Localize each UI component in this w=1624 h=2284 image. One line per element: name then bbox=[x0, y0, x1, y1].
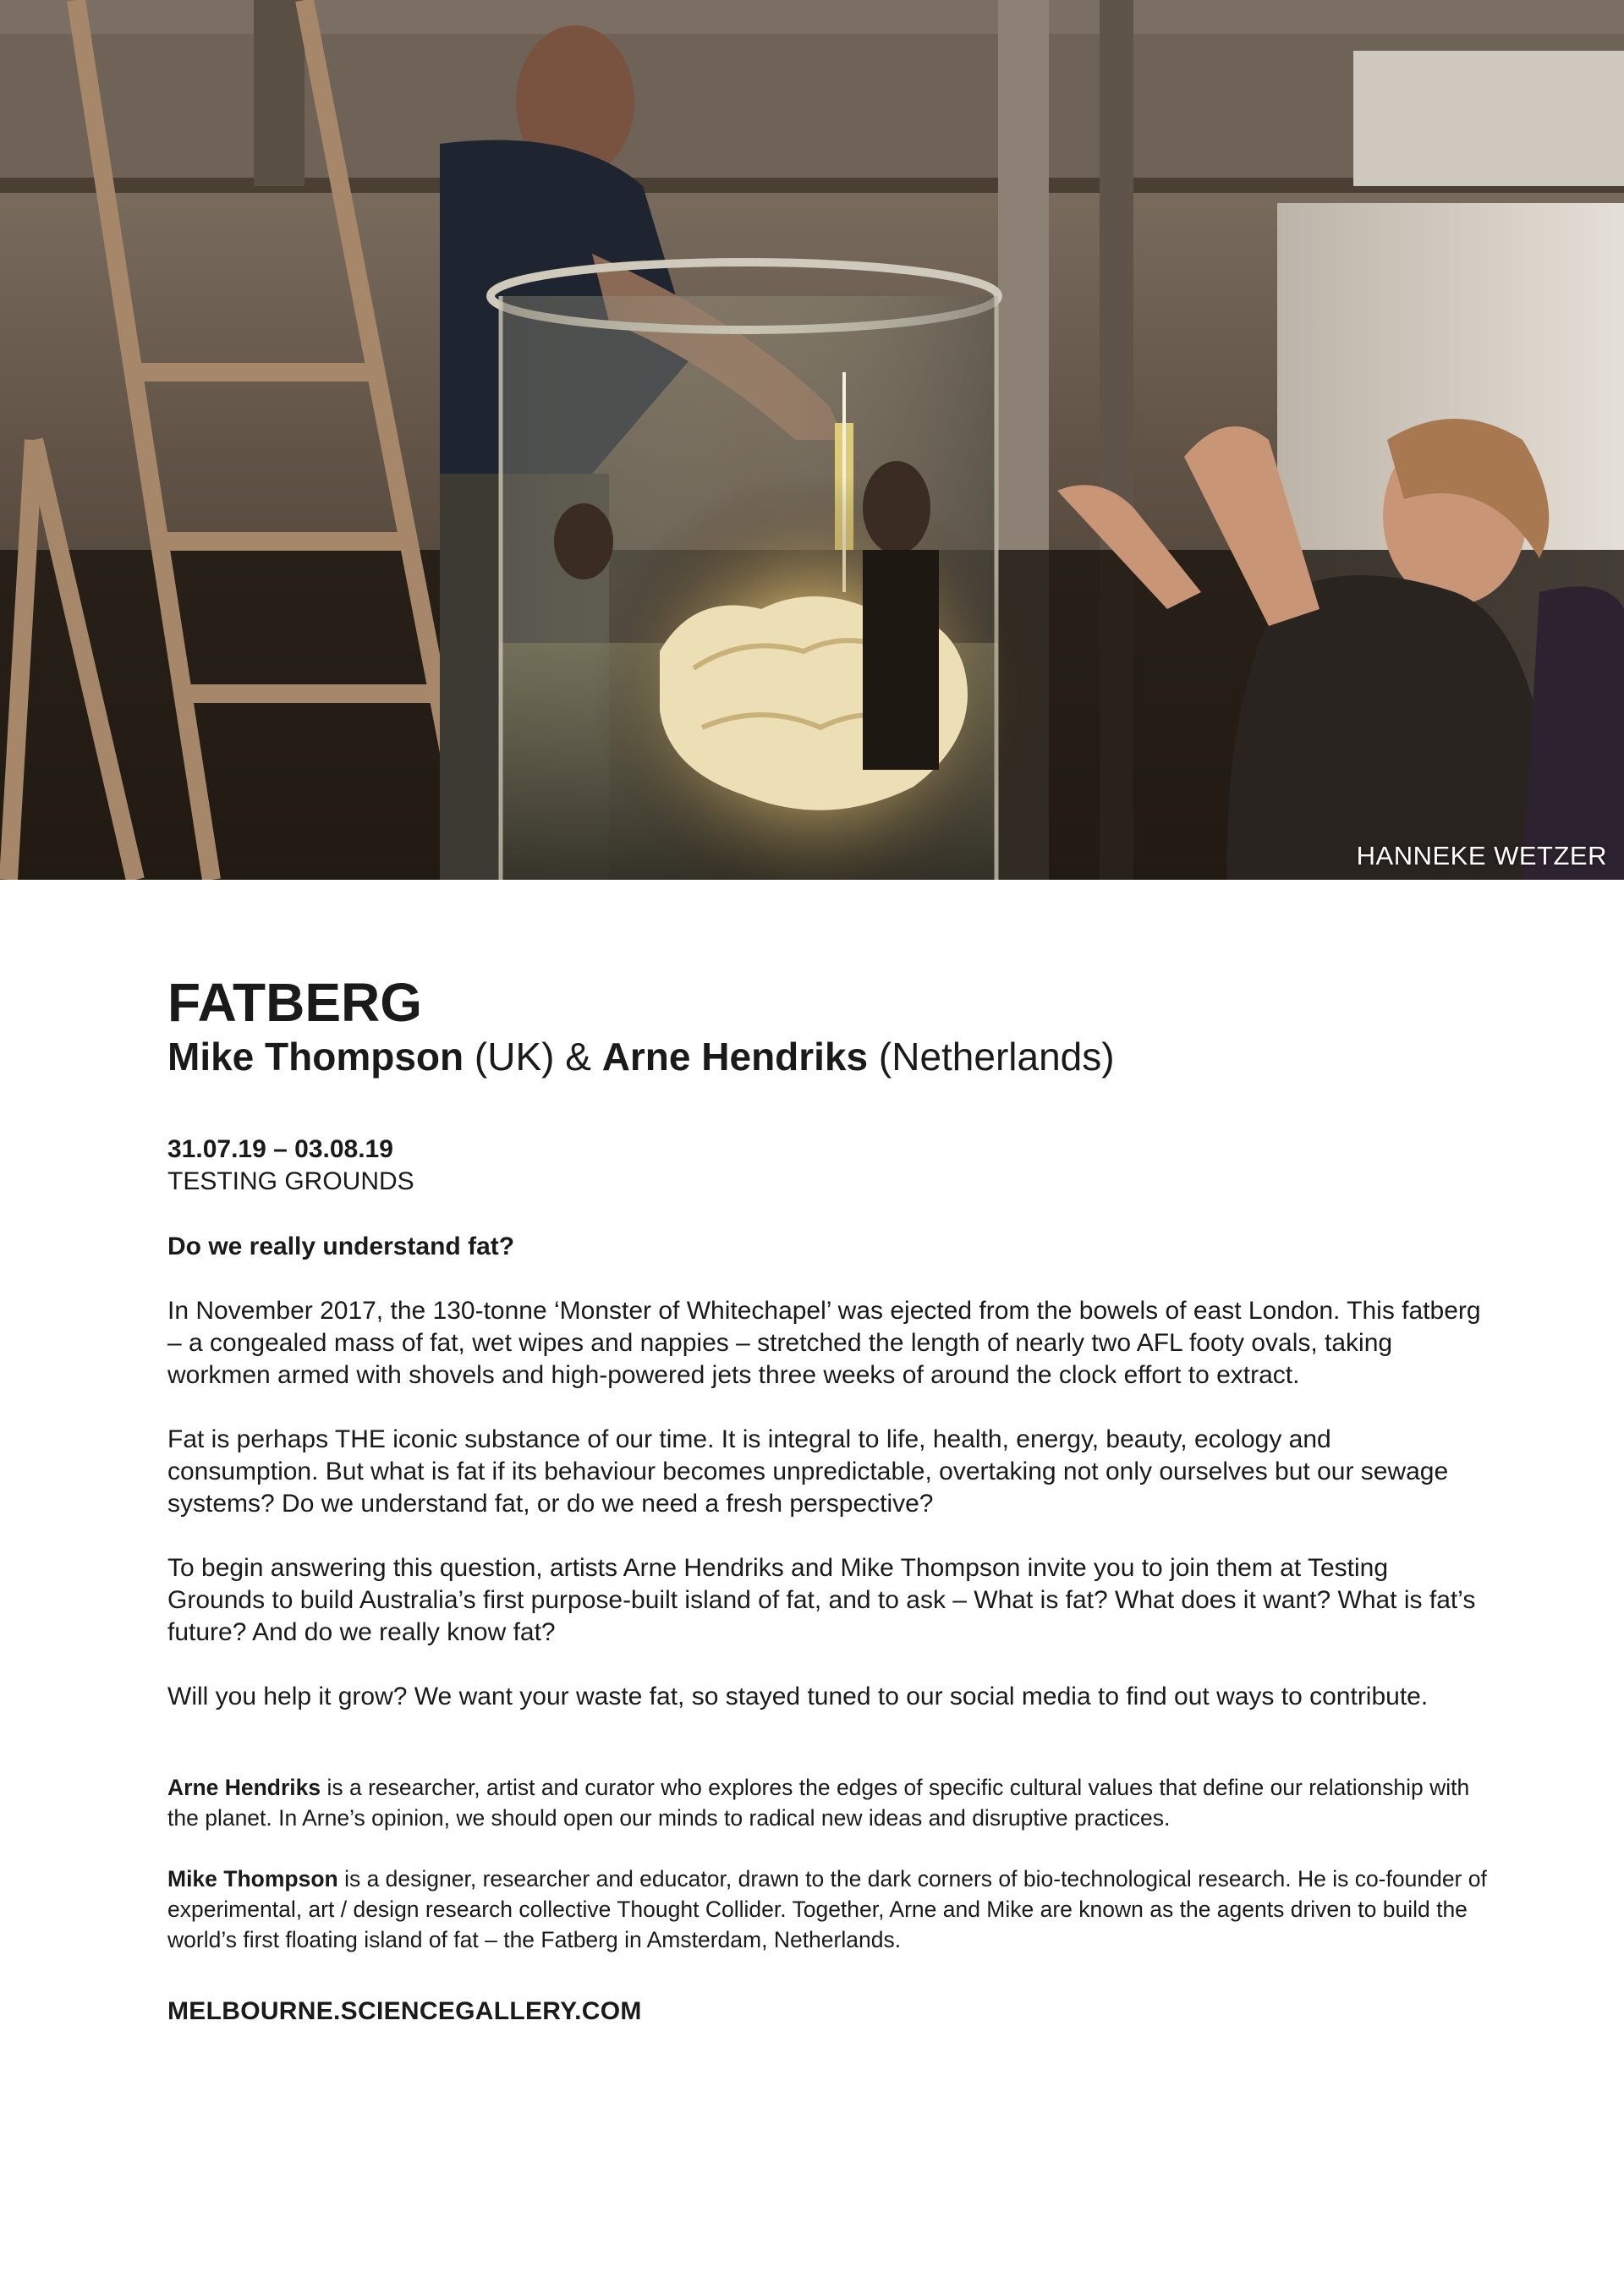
photo-credit: HANNEKE WETZER bbox=[1356, 841, 1607, 870]
bio-text: is a designer, researcher and educator, drawn to the dark corners of bio-technological research. He is co-founder of experimental, art / design research collective Thought Collider. Together, Arne and Mike are known as the agents driven to build the world’s first floating island of fat – the Fatberg in Amsterdam, Netherlands. bbox=[167, 1866, 1487, 1952]
body-paragraph: In November 2017, the 130-tonne ‘Monster of Whitechapel’ was ejected from the bowels of east London. This fatberg – a congealed mass of fat, wet wipes and nappies – stretched the length of nearly two AFL footy ovals, taking workmen armed with shovels and high-powered jets three weeks of around the clock effort to extract. bbox=[167, 1297, 1481, 1389]
body-paragraph: Will you help it grow? We want your waste fat, so stayed tuned to our social media to find out ways to contribute. bbox=[167, 1683, 1429, 1710]
artist-1-country: (UK) & bbox=[464, 1035, 602, 1079]
artist-1-name: Mike Thompson bbox=[167, 1035, 464, 1079]
exhibition-photo-icon bbox=[0, 0, 1624, 880]
artists-line bbox=[167, 1032, 1487, 1081]
bio-name: Arne Hendriks bbox=[167, 1775, 321, 1800]
lead-question: Do we really understand fat? bbox=[167, 1233, 515, 1260]
body-paragraph: To begin answering this question, artists Arne Hendriks and Mike Thompson invite you to join them at Testing Grounds to build Australia’s first purpose-built island of fat, and to ask – What is fat? What does it want? What is fat’s future? And do we really know fat? bbox=[167, 1554, 1476, 1646]
event-venue: TESTING GROUNDS bbox=[167, 1167, 414, 1195]
bio-arne-hendriks bbox=[167, 1772, 1487, 1833]
bio-mike-thompson bbox=[167, 1864, 1487, 1955]
artist-2-country: (Netherlands) bbox=[868, 1035, 1115, 1079]
artist-2-name: Arne Hendriks bbox=[601, 1035, 869, 1079]
event-dates: 31.07.19 – 03.08.19 bbox=[167, 1135, 393, 1163]
website-link[interactable]: MELBOURNE.SCIENCEGALLERY.COM bbox=[167, 1997, 642, 2025]
bio-text: is a researcher, artist and curator who explores the edges of specific cultural values that define our relationship with the planet. In Arne’s opinion, we should open our minds to radical new ideas and disruptive practices. bbox=[167, 1775, 1470, 1831]
bio-name: Mike Thompson bbox=[167, 1866, 338, 1891]
main-content bbox=[167, 973, 1487, 2026]
event-title: FATBERG bbox=[167, 972, 423, 1033]
body-paragraph: Fat is perhaps THE iconic substance of our time. It is integral to life, health, energy, beauty, ecology and consumption. But what is fat if its behaviour becomes unpredictable, overtaking not only ourselves but our sewage systems? Do we understand fat, or do we need a fresh perspective? bbox=[167, 1425, 1449, 1518]
hero-photo bbox=[0, 0, 1624, 880]
